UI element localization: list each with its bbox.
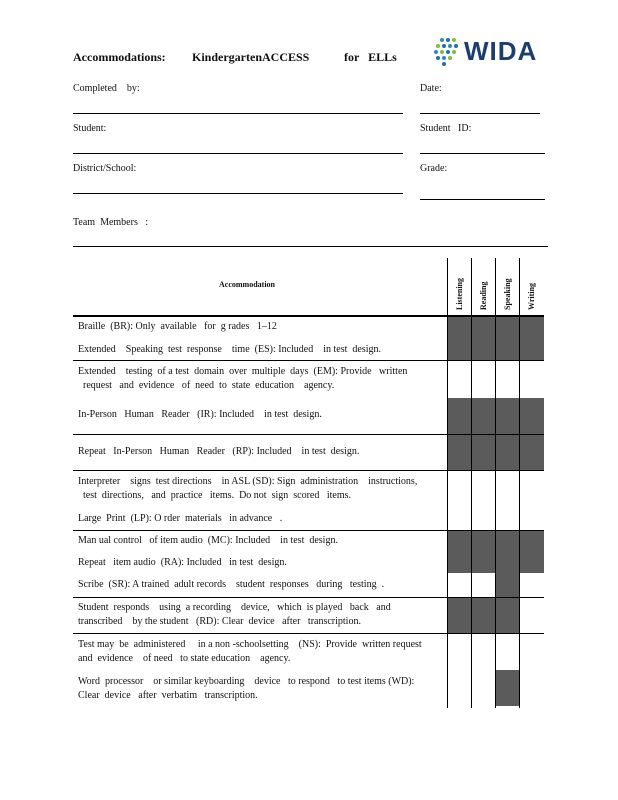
col-header-writing: Writing (527, 283, 536, 310)
row-large-print: Large Print (LP): O rder materials in advance . (78, 513, 283, 524)
shade-cell (447, 597, 519, 633)
row-scribe: Scribe (SR): A trained adult records student responses during testing . (78, 579, 385, 590)
row-repeat-reader: Repeat In-Person Human Reader (RP): Included in test design. (78, 446, 360, 457)
row-repeat-audio: Repeat item audio (RA): Included in test design. (78, 557, 287, 568)
col-header-reading: Reading (479, 281, 488, 310)
date-line[interactable] (420, 113, 540, 114)
col-divider (519, 258, 520, 708)
row-extended-testing-cont: request and evidence of need to state education agency. (83, 380, 335, 391)
col-divider (495, 258, 496, 708)
shade-cell (495, 573, 519, 597)
district-label: District/School: (73, 163, 137, 174)
team-members-label: Team Members : (73, 217, 149, 228)
row-manual-control: Man ual control of item audio (MC): Included in test design. (78, 535, 338, 546)
row-non-school-setting: Test may be administered in a non -schoolsetting (NS): Provide written request (78, 639, 422, 650)
wida-logo (434, 36, 538, 66)
team-members-line[interactable] (73, 246, 548, 247)
wida-wordmark: WIDA (464, 36, 538, 66)
district-line[interactable] (73, 193, 403, 194)
row-student-responds-cont: transcribed by the student (RD): Clear device after transcription. (78, 616, 361, 627)
completed-by-line[interactable] (73, 113, 403, 114)
wida-dot-cluster-icon (434, 36, 464, 66)
row-word-processor-cont: Clear device after verbatim transcription. (78, 690, 258, 701)
row-separator (73, 530, 544, 531)
col-header-listening: Listening (455, 277, 464, 310)
row-extended-speaking: Extended Speaking test response time (ES): Included in test design. (78, 344, 381, 355)
row-interpreter-cont: test directions, and practice items. Do not sign scored items. (83, 490, 351, 501)
row-non-school-setting-cont: and evidence of need to state education agency. (78, 653, 291, 664)
header-separator (73, 315, 544, 317)
completed-by-label: Completed by: (73, 83, 140, 94)
shade-cell (495, 670, 519, 706)
row-separator (73, 470, 544, 471)
row-in-person-reader: In-Person Human Reader (IR): Included in test design. (78, 409, 322, 420)
row-student-responds: Student responds using a recording device, which is played back and (78, 602, 391, 613)
row-separator (73, 597, 544, 598)
row-extended-testing: Extended testing of a test domain over multiple days (EM): Provide written (78, 366, 408, 377)
grade-label: Grade: (420, 163, 448, 174)
col-divider (447, 258, 448, 708)
title-for-ells: for ELLs (344, 50, 397, 64)
row-separator (73, 633, 544, 634)
row-interpreter: Interpreter signs test directions in ASL (SD): Sign administration instructions, (78, 476, 418, 487)
row-word-processor: Word processor or similar keyboarding device to respond to test items (WD): (78, 676, 415, 687)
col-divider (471, 258, 472, 708)
title-accommodations: Accommodations: (73, 50, 166, 64)
row-braille: Braille (BR): Only available for g rades 1–12 (78, 321, 277, 332)
student-id-label: Student ID: (420, 123, 472, 134)
grade-line[interactable] (420, 199, 545, 200)
student-line[interactable] (73, 153, 403, 154)
col-header-speaking: Speaking (503, 278, 512, 310)
title-kindergarten-access: KindergartenACCESS (192, 50, 310, 64)
student-label: Student: (73, 123, 107, 134)
row-separator (73, 434, 544, 435)
accommodation-col-header: Accommodation (219, 280, 275, 289)
student-id-line[interactable] (420, 153, 545, 154)
row-separator (73, 360, 544, 361)
date-label: Date: (420, 83, 442, 94)
